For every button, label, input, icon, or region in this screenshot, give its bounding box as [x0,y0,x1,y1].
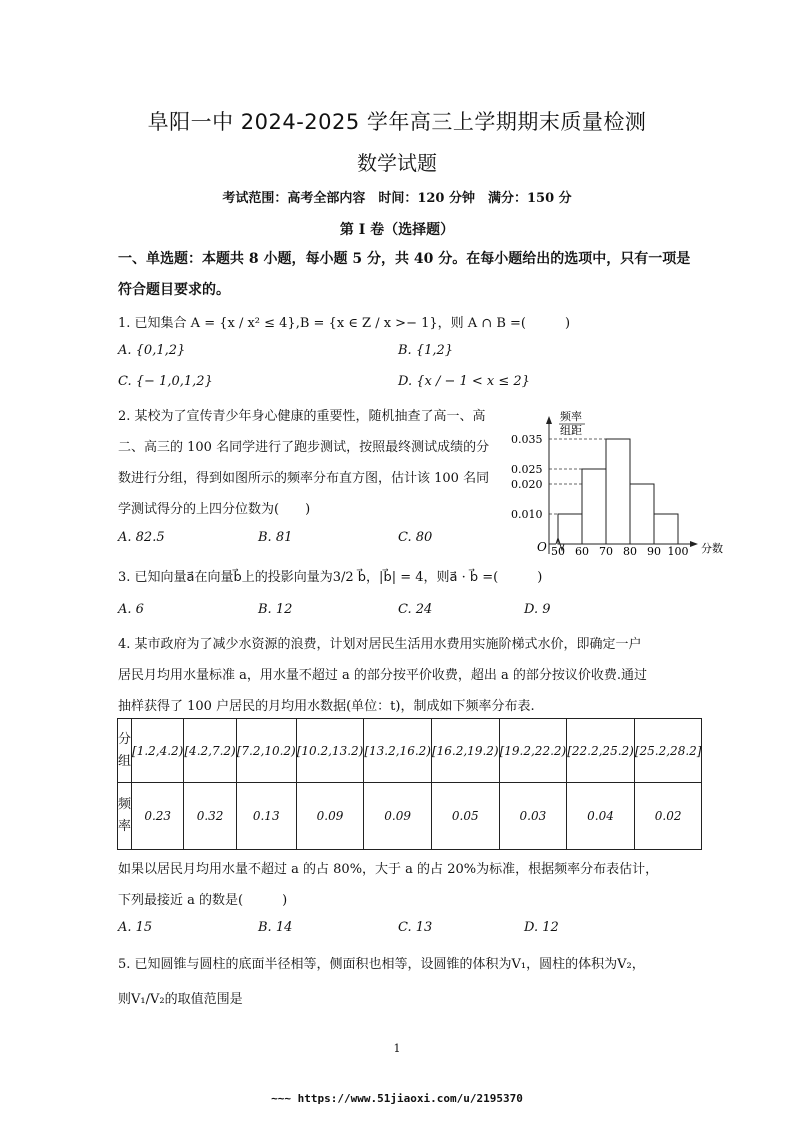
q3-option-b: B. 12 [258,602,293,617]
x-tick-label: 90 [647,545,661,558]
row-header-frequency: 频率 [118,783,132,850]
q2-line1: 2. 某校为了宣传青少年身心健康的重要性，随机抽查了高一、高 [118,409,486,424]
q4-line2: 居民月均用水量标准 a，用水量不超过 a 的部分按平价收费，超出 a 的部分按议价收费.通过 [118,668,648,683]
q3-stem: 3. 已知向量a⃗在向量b⃗上的投影向量为3/2 b⃗，|b⃗| = 4，则a⃗ · b⃗ =( ) [118,570,543,585]
x-tick-label: 80 [623,545,637,558]
row-header-groups: 分组 [118,719,132,783]
q2-option-b: B. 81 [258,530,293,545]
section-heading-line1: 一、单选题：本题共 8 小题，每小题 5 分，共 40 分。在每小题给出的选项中，只有一项是 [118,251,691,267]
q1-stem: 1. 已知集合 A = {x / x² ≤ 4},B = {x ∈ Z / x >− 1}，则 A ∩ B =( ) [118,316,571,331]
q1-option-a: A. {0,1,2} [118,343,186,358]
freq-cell: 0.03 [499,783,567,850]
x-label: 分数 [701,542,723,555]
q3-option-d: D. 9 [524,602,551,617]
q1-option-d: D. {x / − 1 < x ≤ 2} [398,374,530,389]
y-tick-label: 0.025 [511,463,543,476]
q5-line2: 则V₁/V₂的取值范围是 [118,992,243,1007]
q3-option-a: A. 6 [118,602,144,617]
q2-option-c: C. 80 [398,530,433,545]
q2-option-a: A. 82.5 [118,530,165,545]
group-cell: [4.2,7.2) [184,719,236,783]
freq-cell: 0.13 [236,783,296,850]
histogram-bar [654,514,678,544]
freq-cell: 0.32 [184,783,236,850]
section-heading-line2: 符合题目要求的。 [118,282,230,298]
q4-after1: 如果以居民月均用水量不超过 a 的占 80%，大于 a 的占 20%为标准，根据频率分布表估计， [118,862,659,877]
group-cell: [1.2,4.2) [132,719,184,783]
frequency-table [117,718,702,850]
x-tick-label: 50 [551,545,565,558]
y-label-bottom: 组距 [560,424,582,437]
table-row-frequency [118,783,702,850]
freq-cell: 0.04 [567,783,635,850]
y-tick-label: 0.020 [511,478,543,491]
exam-subject: 数学试题 [357,151,437,175]
group-cell: [19.2,22.2) [499,719,567,783]
q4-option-b: B. 14 [258,920,293,935]
q4-option-d: D. 12 [524,920,559,935]
q2-line3: 数进行分组，得到如图所示的频率分布直方图，估计该 100 名同 [118,471,490,486]
group-cell: [10.2,13.2) [296,719,364,783]
group-cell: [22.2,25.2) [567,719,635,783]
histogram-bar [558,514,582,544]
x-tick-label: 60 [575,545,589,558]
freq-cell: 0.09 [296,783,364,850]
x-tick-label: 100 [667,545,689,558]
origin-label: O [537,540,547,554]
histogram-bar [630,484,654,544]
exam-info: 考试范围：高考全部内容 时间：120 分钟 满分：150 分 [222,191,572,206]
y-tick-label: 0.010 [511,508,543,521]
group-cell: [7.2,10.2) [236,719,296,783]
histogram-bar [582,469,606,544]
y-axis-arrow-icon [546,416,552,424]
y-tick-label: 0.035 [511,433,543,446]
q4-option-c: C. 13 [398,920,433,935]
group-cell: [25.2,28.2] [634,719,702,783]
q5-line1: 5. 已知圆锥与圆柱的底面半径相等，侧面积也相等，设圆锥的体积为V₁，圆柱的体积为V₂， [118,957,645,972]
q4-after2: 下列最接近 a 的数是( ) [118,893,288,908]
q4-line3: 抽样获得了 100 户居民的月均用水数据(单位：t)，制成如下频率分布表. [118,699,535,714]
q1-option-b: B. {1,2} [398,343,454,358]
table-row-groups [118,719,702,783]
q4-line1: 4. 某市政府为了减少水资源的浪费，计划对居民生活用水费用实施阶梯式水价，即确定一户 [118,637,642,652]
frequency-histogram [508,404,734,562]
q4-option-a: A. 15 [118,920,153,935]
x-tick-label: 70 [599,545,613,558]
x-axis-arrow-icon [690,541,698,547]
exam-title: 阜阳一中 2024-2025 学年高三上学期期末质量检测 [147,110,647,134]
freq-cell: 0.05 [431,783,499,850]
histogram-bar [606,439,630,544]
y-label-top: 频率 [560,410,582,423]
q2-line2: 二、高三的 100 名同学进行了跑步测试，按照最终测试成绩的分 [118,440,490,455]
group-cell: [16.2,19.2) [431,719,499,783]
page-number: 1 [393,1042,401,1055]
q3-option-c: C. 24 [398,602,433,617]
volume-heading: 第 I 卷（选择题） [339,222,455,238]
q1-option-c: C. {− 1,0,1,2} [118,374,213,389]
freq-cell: 0.02 [634,783,702,850]
freq-cell: 0.23 [132,783,184,850]
q2-line4: 学测试得分的上四分位数为( ) [118,502,311,517]
watermark-url[interactable]: ~~~ https://www.51jiaoxi.com/u/2195370 [271,1092,523,1105]
group-cell: [13.2,16.2) [364,719,432,783]
freq-cell: 0.09 [364,783,432,850]
